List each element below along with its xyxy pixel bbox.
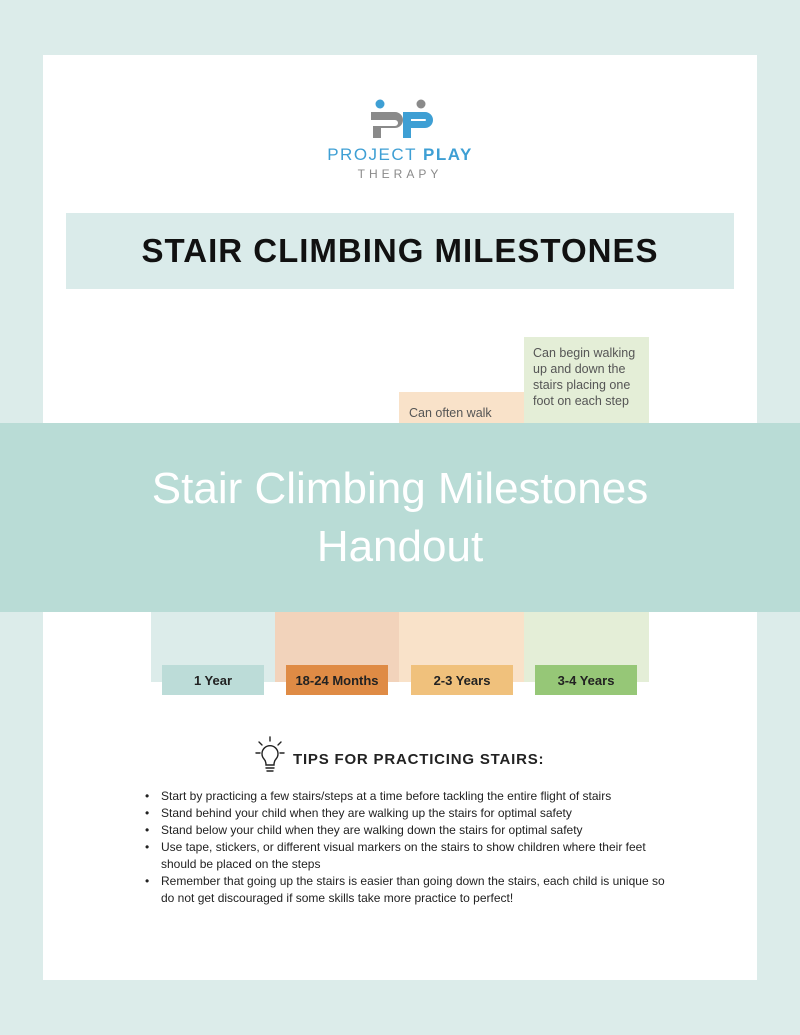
age-label-2: 18-24 Months (286, 665, 388, 695)
age-label-4: 3-4 Years (535, 665, 637, 695)
tips-heading-text: TIPS FOR PRACTICING STAIRS: (293, 751, 545, 768)
page-title: STAIR CLIMBING MILESTONES (141, 232, 659, 269)
age-label-3: 2-3 Years (411, 665, 513, 695)
tips-heading (255, 735, 585, 779)
tip-item: • Use tape, stickers, or different visual markers on the stairs to show children where their feet should be placed on the steps (145, 839, 665, 873)
logo-subtitle: THERAPY (357, 167, 443, 181)
tip-item: • Stand below your child when they are walking down the stairs for optimal safety (145, 822, 665, 839)
tip-item: • Remember that going up the stairs is easier than going down the stairs, each child is unique so do not get discouraged if some skills take more practice to perfect! (145, 873, 665, 907)
overlay-title-line1: Stair Climbing Milestones (151, 463, 649, 513)
logo-word-project: PROJECT (327, 145, 417, 164)
logo-wordmark (300, 145, 500, 165)
step-3-description: Can often walk (409, 406, 492, 420)
handout-overlay-banner (0, 423, 800, 612)
logo (300, 97, 500, 187)
title-banner (66, 213, 734, 289)
tip-item: • Stand behind your child when they are walking up the stairs for optimal safety (145, 805, 665, 822)
logo-word-play: PLAY (423, 145, 473, 164)
tips-list (145, 788, 665, 907)
tip-item: • Start by practicing a few stairs/steps at a time before tackling the entire flight of stairs (145, 788, 665, 805)
overlay-title-line2: Handout (316, 521, 484, 571)
two-people-pp-logo-icon (365, 97, 435, 141)
step-4-description: Can begin walking up and down the stairs placing one foot on each step (533, 346, 636, 408)
lightbulb-icon (255, 735, 285, 775)
age-label-1: 1 Year (162, 665, 264, 695)
